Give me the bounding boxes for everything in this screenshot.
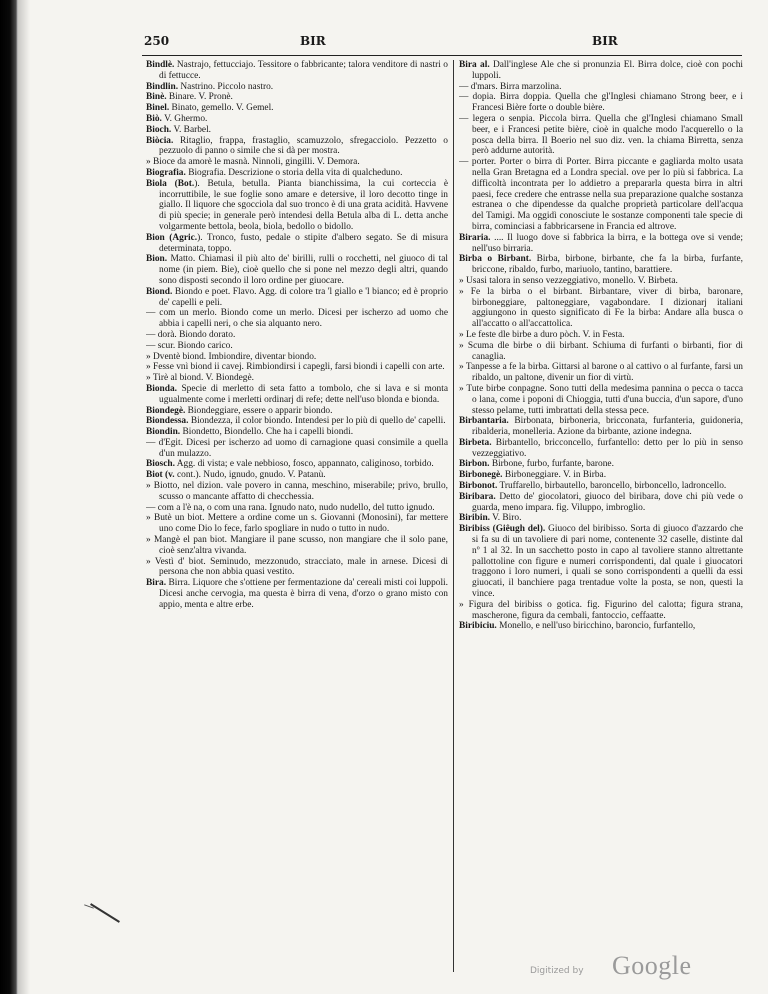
entry-headword: Binè. (146, 92, 167, 103)
right-entry (459, 621, 743, 632)
entry-definition: Binare. V. Pronè. (166, 92, 233, 103)
entry-headword: Bindlè. (146, 60, 175, 70)
google-logo-text: Google (612, 951, 692, 980)
entry-definition: Biondezza, il color biondo. Intendesi per lo più di quello de' capelli. (188, 416, 446, 427)
page-number: 250 (144, 34, 170, 48)
entry-definition: .... Il luogo dove si fabbrica la birra, e la bottega ove si vende; nell'uso birraria. (472, 232, 743, 254)
entry-headword: Biondessa. (146, 416, 189, 427)
entry-definition: cont.). Nudo, ignudo, gnudo. V. Patanù. (174, 470, 326, 481)
right-column (459, 60, 743, 972)
right-entry (459, 492, 743, 514)
entry-definition: Monello, e nell'uso biricchino, baroncio, furfantello, (496, 621, 696, 632)
gutter-shade (18, 0, 30, 994)
entry-definition: Birba, birbone, birbante, che fa la birba, furfante, briccone, ribaldo, furbo, mariuolo, tantino, barattiere. (472, 254, 743, 276)
entry-headword: Biond. (146, 286, 173, 297)
entry-headword: Birbon. (459, 459, 490, 470)
left-entry: — d'Egit. Dicesi per ischerzo ad uomo di carnagione quasi consimile a quella d'un mulazzo. (146, 437, 448, 459)
entry-definition: Birra. Liquore che s'ottiene per fermentazione da' cereali misti coi luppoli. Dicesi anche cervogia, ma questa è birra di vena, d'orzo o grano misto con appio, menta e altre erbe. (159, 578, 448, 610)
entry-definition: Truffarello, birbautello, baroncello, birboncello, ladroncello. (497, 481, 727, 492)
entry-definition: Giuoco del biribisso. Sorta di giuoco d'azzardo che si fa su di un tavoliere di pari nome, contenente 32 caselle, distinte dal nº 1 al 32. In un sacchetto posto in capo al tavoliere stanno altrettante pallottoline con figure e numeri corrispondenti, dal quale i giuocatori traggono i loro numeri, i quali se sono corrispondenti a quelli da essi giuocati, il banchiere paga trentadue volte la posta, se non, questi la vince. (472, 524, 743, 600)
entry-definition: Matto. Chiamasi il più alto de' birilli, rulli o rocchetti, nel giuoco di tal nome (in piem. Bie), cioè quello che si pone nel mezzo degli altri, quando sono disposti secondo il loro ordine per giuocare. (159, 254, 448, 286)
entry-definition: Nastrino. Piccolo nastro. (178, 81, 274, 92)
entry-definition: Nastrajo, fettucciajo. Tessitore o fabbricante; talora venditore di nastri o di fettucce. (159, 60, 448, 81)
left-entry (146, 416, 448, 427)
left-entry (146, 92, 448, 103)
left-entry (146, 179, 448, 233)
entry-definition: Birbone, furbo, furfante, barone. (489, 459, 614, 470)
left-entry (146, 168, 448, 179)
left-entry (146, 60, 448, 82)
left-entry (146, 427, 448, 438)
right-entry (459, 481, 743, 492)
entry-headword: Bion (Agric. (146, 232, 198, 243)
left-entry (146, 578, 448, 610)
entry-definition: Detto de' giocolatori, giuoco del biribara, dove chi più vede o guarda, meno impara. fig. Viluppo, imbroglio. (472, 491, 743, 513)
right-entry: » Tute birbe conpagne. Sono tutti della medesima pannina o pecca o tacca o lana, come i poponi di Chioggia, tutti d'una buccia, d'un sapore, d'uno stesso pelame, tutti imbrattati della stessa pece. (459, 383, 743, 416)
left-running-head: BIR (300, 34, 326, 48)
left-entry (146, 406, 448, 417)
entry-headword: Bira. (146, 578, 167, 589)
right-entry (459, 438, 743, 460)
right-running-head: BIR (592, 34, 618, 48)
entry-headword: Biribiciu. (459, 621, 497, 632)
entry-headword: Biribin. (459, 513, 490, 524)
entry-headword: Biòcia. (146, 135, 174, 146)
left-entry (146, 103, 448, 114)
right-entry (459, 524, 743, 600)
column-divider (453, 60, 454, 972)
digitization-watermark (530, 951, 730, 980)
right-entry: » Usasi talora in senso vezzeggiativo, monello. V. Birbeta. (459, 275, 678, 286)
left-entry: — scur. Biondo carico. (146, 340, 233, 351)
entry-definition: Binato, gemello. V. Gemel. (169, 103, 274, 114)
entry-definition: Specie di merletto di seta fatto a tombolo, che si lava e si monta ugualmente come i merletti ordinarj di refe; dette nell'uso blonda e bionda. (159, 383, 448, 405)
entry-headword: Biraria. (459, 232, 491, 243)
entry-definition: ). Betula, betulla. Pianta bianchissima, la cui corteccia è incorruttibile, le sue foglie sono amare e detersive, il loro decotto tinge in giallo. Il liquore che sgocciola dal suo tronco è di una grata acidità. Havvene di più specie; in generale però intendesi della Betula alba di L. detta anche volgarmente bettola, beola, biola, bedollo o bidollo. (159, 178, 448, 232)
right-entry: » Le feste dle birbe a duro pòch. V. in Festa. (459, 329, 625, 340)
entry-definition: Birbantello, bricconcello, furfantello: detto per lo più in senso vezzeggiativo. (472, 437, 743, 459)
entry-headword: Bioch. (146, 124, 172, 135)
entry-definition: Birbonata, birboneria, bricconata, furfanteria, guidoneria, ribalderia, monelleria. Azione da birbante, azione indegna. (472, 416, 743, 438)
left-entry (146, 459, 448, 470)
left-entry: » Mangè el pan biot. Mangiare il pane scusso, non mangiare che il solo pane, cioè senz'altra vivanda. (146, 535, 448, 556)
entry-headword: Bion. (146, 254, 168, 265)
right-entry (459, 416, 743, 438)
right-entry: » Scuma dle birbe o dii birbant. Schiuma di furfanti o birbanti, fior di canaglia. (459, 340, 743, 362)
left-entry: » Butè un biot. Mettere a ordine come un s. Giovanni (Monosini), far mettere uno come Dio lo fece, farlo spogliare in nudo o tutto in nudo. (146, 513, 448, 535)
right-entry (459, 459, 743, 470)
left-entry (146, 470, 448, 481)
entry-headword: Biondegè. (146, 405, 186, 416)
left-entry: » Vestì d' biot. Seminudo, mezzonudo, stracciato, male in arnese. Dicesi di persona che non abbia quasi vestito. (146, 556, 448, 578)
left-entry: » Fesse vnì biond ii cavej. Rimbiondirsi i capegli, farsi biondi i capelli con arte. (146, 362, 445, 373)
right-entry: — d'mars. Birra marzolina. (459, 81, 562, 92)
entry-headword: Biografia. (146, 167, 186, 178)
entry-headword: Bionda. (146, 383, 178, 394)
right-entry (459, 470, 743, 481)
left-entry: — dorà. Biondo dorato. (146, 329, 236, 340)
left-entry (146, 254, 448, 286)
right-entry (459, 233, 743, 255)
digitized-by-text: Digitized by (530, 966, 584, 976)
entry-headword: Binel. (146, 103, 170, 114)
entry-headword: Birba o Birbant. (459, 254, 532, 265)
page-header (144, 34, 744, 50)
entry-headword: Biola (Bot. (146, 178, 195, 189)
entry-definition: ). Tronco, fusto, pedale o stipite d'albero segato. Se di misura determinata, toppo. (159, 232, 448, 254)
right-entry (459, 513, 743, 524)
entry-definition: Biondetto, Biondello. Che ha i capelli biondi. (180, 427, 354, 438)
entry-headword: Bira al. (459, 60, 490, 70)
entry-headword: Birbantaria. (459, 416, 509, 427)
entry-headword: Biò. (146, 113, 162, 124)
left-entry (146, 82, 448, 93)
entry-headword: Bindlin. (146, 81, 179, 92)
left-entry: » Tirè al biond. V. Biondegè. (146, 373, 254, 384)
entry-definition: Biondo e poet. Flavo. Agg. di colore tra 'l giallo e 'l bianco; ed è proprio de' capelli e peli. (159, 286, 448, 308)
entry-headword: Biot (v. (146, 470, 175, 481)
entry-definition: V. Ghermo. (161, 113, 208, 124)
entry-headword: Biondin. (146, 427, 181, 438)
left-entry: » Dventè biond. Imbiondire, diventar biondo. (146, 351, 317, 362)
entry-definition: V. Barbel. (171, 124, 212, 135)
right-entry: » Figura del biribiss o gotica. fig. Figurino del calotta; figura strana, mascherone, figura da cembali, fantoccio, ceffaatte. (459, 599, 743, 621)
entry-headword: Birbeta. (459, 437, 492, 448)
entry-definition: Biografia. Descrizione o storia della vita di qualcheduno. (185, 167, 403, 178)
left-entry: » Biotto, nel dizion. vale povero in canna, meschino, miserabile; privo, brullo, scusso o mancante affatto di checchessia. (146, 481, 448, 502)
entry-definition: Ritaglio, frappa, frastaglio, scamuzzolo, sfregacciolo. Pezzetto o pezzuolo di panno o simile che si dà per mostra. (159, 135, 448, 157)
entry-headword: Biosch. (146, 459, 175, 470)
pen-mark (90, 903, 120, 923)
entry-headword: Biribiss (Giêugh del). (459, 524, 546, 535)
right-entry: — porter. Porter o birra di Porter. Birra piccante e gagliarda molto usata nella Gran Bretagna ed a Londra special. ove per lo più si fabbrica. La difficoltà incontrata per lo addietro a prepararla questa birra in altri paesi, fece credere che entrasse nella sua preparazione qualche sostanza estranea o che dipendesse da qualche proprietà particolare dell'acqua del Tamigi. Ma oggidì conosciute le sostanze componenti tale specie di birra, cominciasi a fabbricarsene in Francia ed altrove. (459, 157, 743, 232)
entry-headword: Biribara. (459, 491, 496, 502)
left-column (146, 60, 448, 972)
entry-definition: Agg. di vista; e vale nebbioso, fosco, appannato, caliginoso, torbido. (174, 459, 434, 470)
left-entry (146, 384, 448, 406)
left-entry (146, 114, 448, 125)
right-entry: — dopia. Birra doppia. Quella che gl'Inglesi chiamano Strong beer, e i Francesi Bière forte o double bière. (459, 92, 743, 114)
right-entry: — legera o senpia. Piccola birra. Quella che gl'Inglesi chiamano Small beer, e i Francesi petite bière, cioè in qualche modo l'acquerello o la posca della birra. Il Boerio nel suo diz. ven. la chiama Birretta, senza però addurne autorità. (459, 113, 743, 157)
left-entry: » Bioce da amorè le masnà. Ninnoli, gingilli. V. Demora. (146, 157, 360, 168)
entry-definition: Dall'inglese Ale che si pronunzia El. Birra dolce, cioè con pochi luppoli. (472, 60, 743, 81)
right-entry (459, 254, 743, 276)
entry-definition: V. Biro. (490, 513, 522, 524)
left-entry (146, 125, 448, 136)
right-entry: » Fe la birba o el birbant. Birbantare, viver di birba, baronare, birboneggiare, paltoneggiare, vagabondare. I dizionarj italiani aggiungono in questo significato di Fe la birba: Andare alla busca o all'accatto o all'accattolica. (459, 286, 743, 330)
book-spine-shadow (0, 0, 18, 994)
left-entry (146, 287, 448, 309)
entry-definition: Biondeggiare, essere o apparir biondo. (185, 405, 333, 416)
right-entry: » Tanpesse a fe la birba. Gittarsi al barone o al cattivo o al furfante, farsi un ribaldo, un paltone, divenir un fior di virtù. (459, 362, 743, 384)
entry-definition: Birboneggiare. V. in Birba. (502, 470, 607, 481)
left-entry: — com a l'è na, o com una rana. Ignudo nato, nudo nudello, del tutto ignudo. (146, 502, 435, 513)
left-entry (146, 136, 448, 158)
left-entry (146, 233, 448, 255)
right-entry (459, 60, 743, 82)
left-entry: — com un merlo. Biondo come un merlo. Dicesi per ischerzo ad uomo che abbia i capelli neri, o che sia alquanto nero. (146, 308, 448, 330)
entry-headword: Birbonot. (459, 481, 498, 492)
entry-headword: Birbonegè. (459, 470, 503, 481)
header-rule (142, 55, 742, 56)
